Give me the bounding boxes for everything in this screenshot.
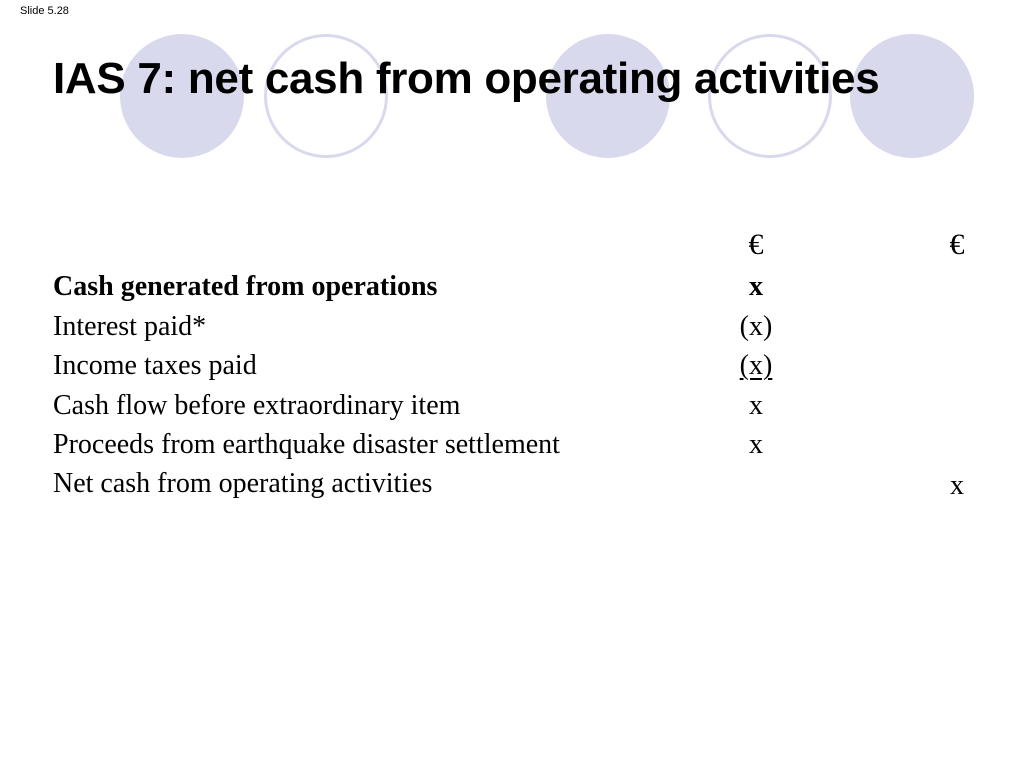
table-row-value-col1: x (749, 390, 763, 421)
table-row-label: Cash flow before extraordinary item (53, 390, 461, 421)
currency-header-col1: € (748, 228, 764, 261)
table-row-label: Income taxes paid (53, 350, 257, 381)
table-row-value-col1: x (749, 429, 763, 460)
table-row-label: Proceeds from earthquake disaster settlement (53, 429, 560, 460)
table-row-value-col1: (x) (739, 350, 773, 381)
table-row-value-col2: x (950, 470, 964, 501)
table-row-value-col1: (x) (739, 311, 773, 342)
slide-title: IAS 7: net cash from operating activities (53, 54, 880, 103)
currency-header-col2: € (949, 228, 965, 261)
table-row-label: Cash generated from operations (53, 271, 438, 302)
table-row-value-col1: x (749, 271, 763, 302)
slide-number: Slide 5.28 (20, 5, 69, 17)
table-row-label: Interest paid* (53, 311, 207, 342)
table-row-label: Net cash from operating activities (53, 468, 433, 499)
